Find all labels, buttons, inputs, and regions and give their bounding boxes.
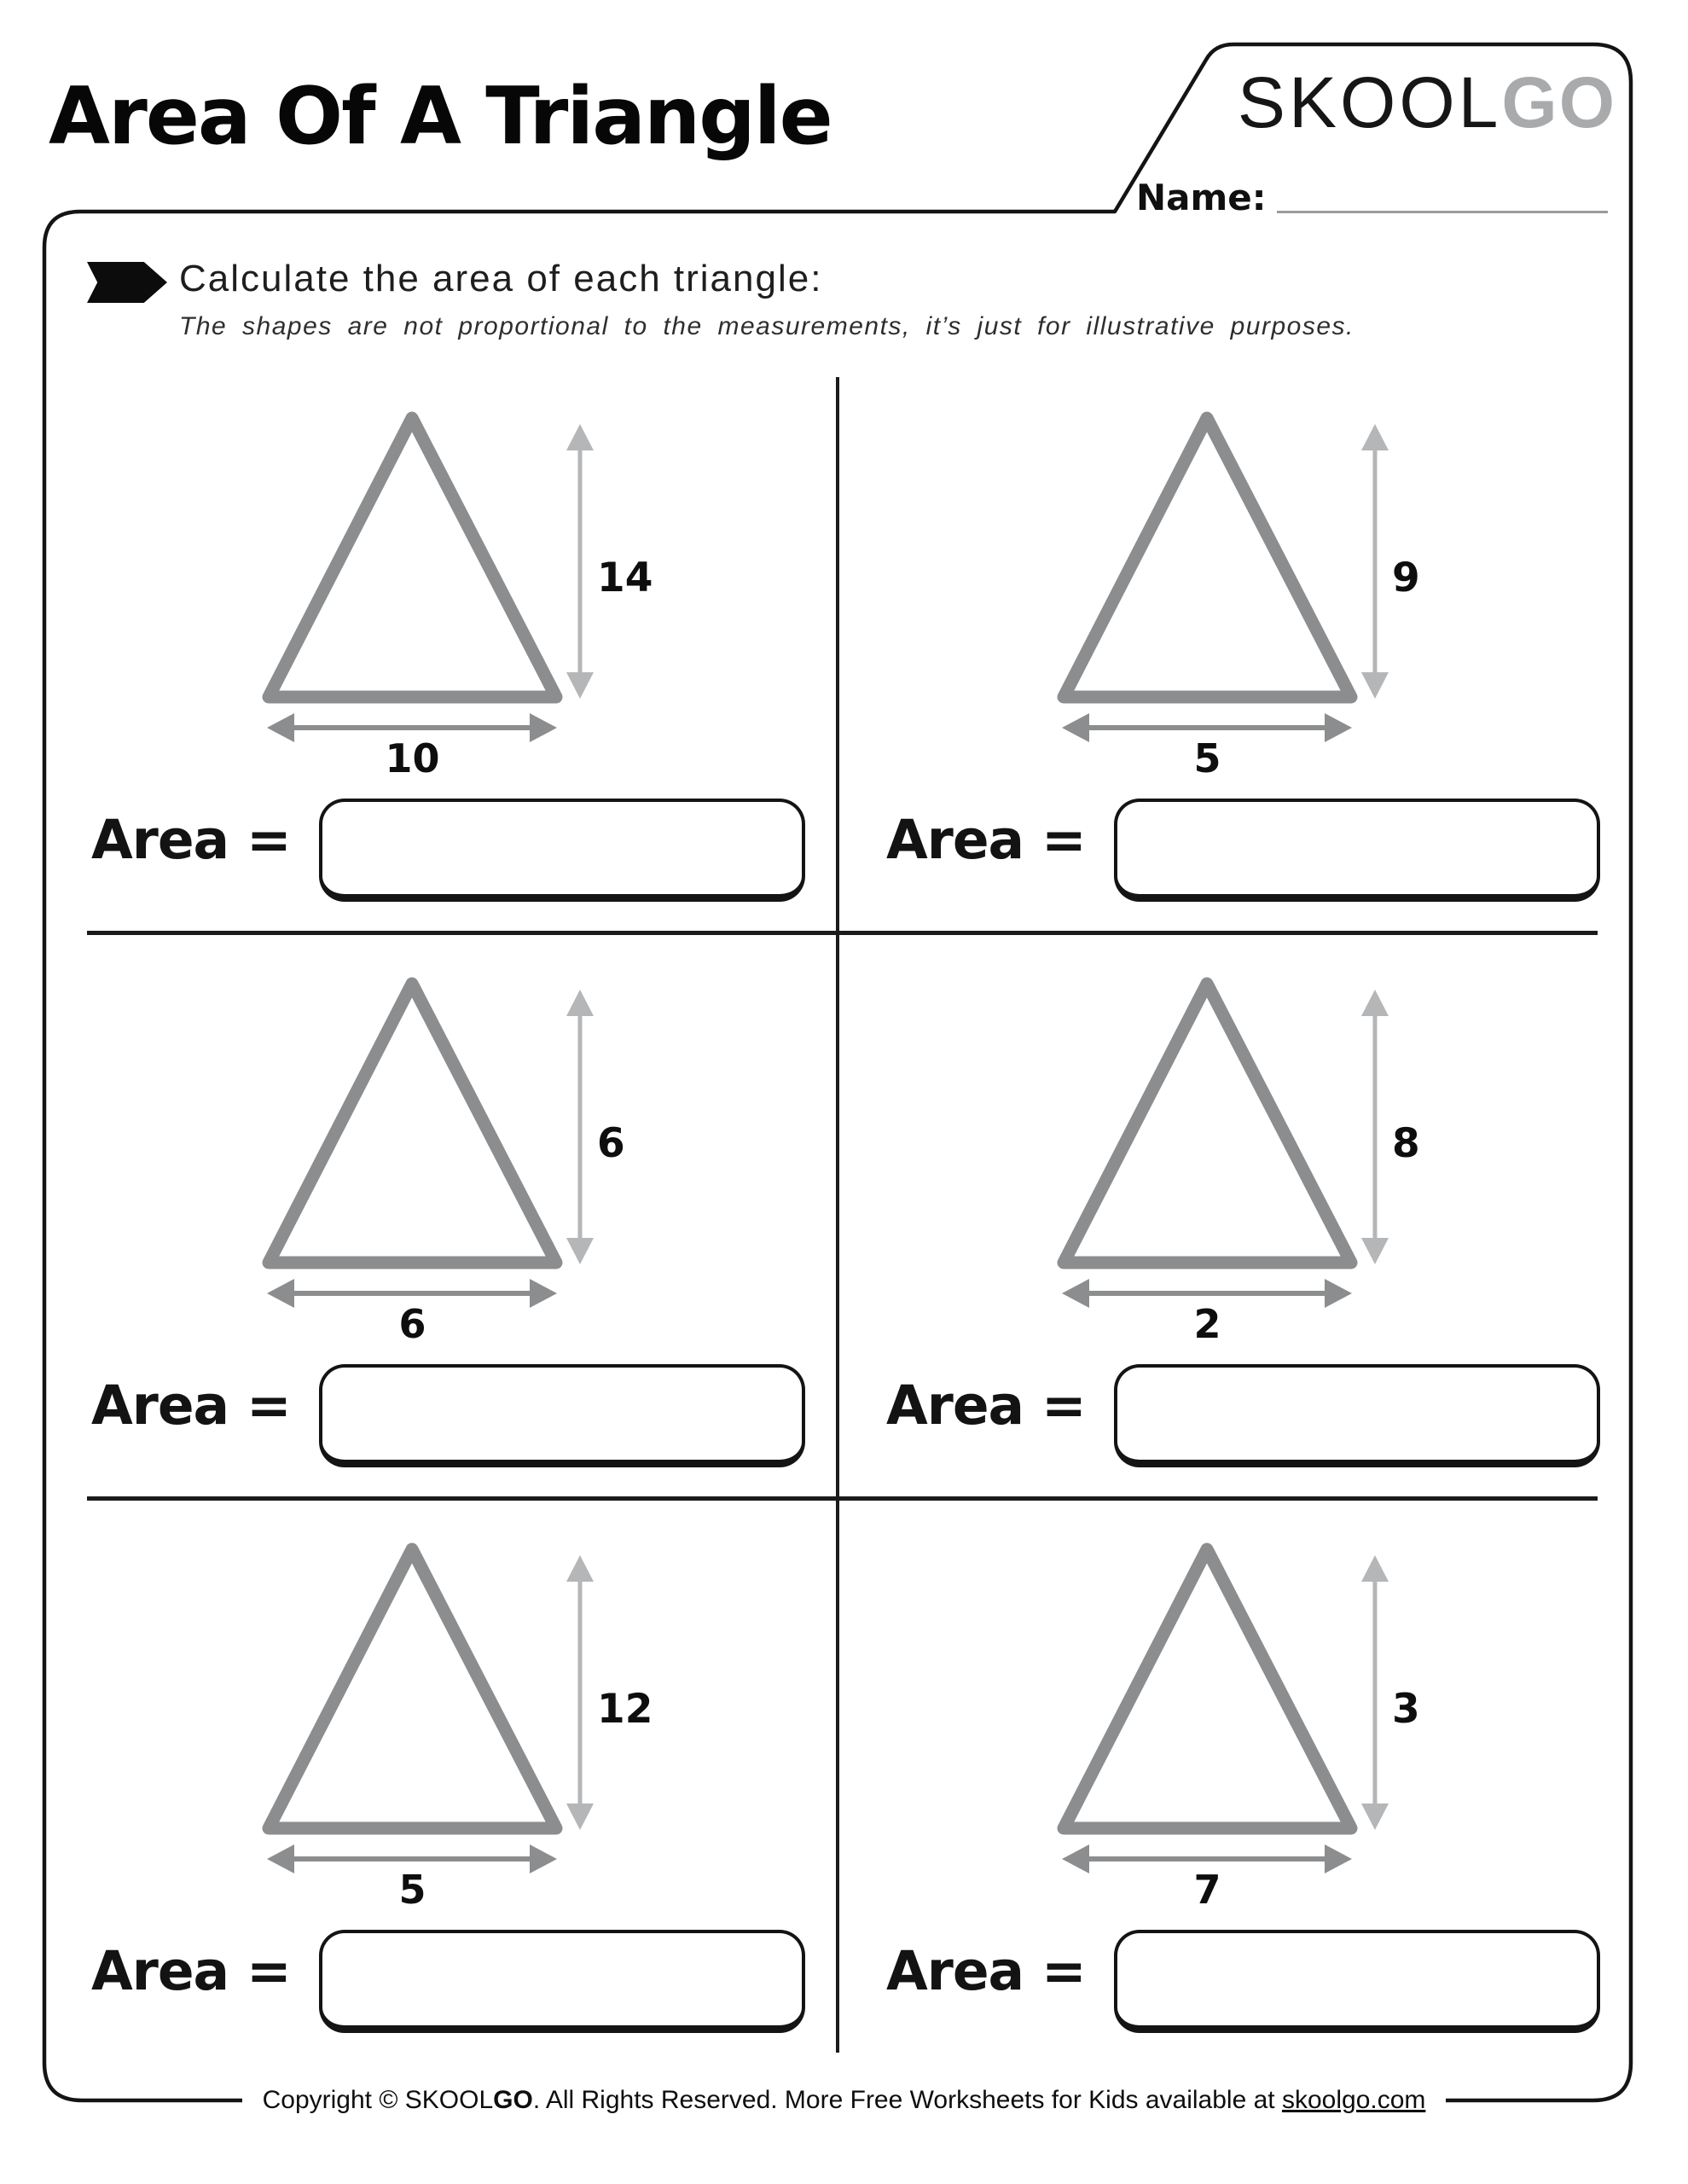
height-arrow-down-icon [1361,672,1389,699]
height-arrow-down-icon [566,672,594,699]
height-value: 6 [597,1120,625,1167]
height-value: 8 [1392,1120,1420,1167]
problem-cell-5 [44,1508,836,2063]
problem-cell-2 [839,377,1631,932]
area-label: Area = [91,1374,291,1437]
height-arrow-up-icon [566,424,594,450]
height-value: 9 [1392,555,1420,601]
footer [0,2078,1688,2123]
triangle-shape [269,984,556,1263]
area-label: Area = [886,1374,1086,1437]
area-answer-box[interactable] [319,1364,805,1467]
footer-link[interactable]: skoolgo.com [1281,2086,1426,2114]
logo-go-text: GO [1501,61,1617,142]
base-value: 2 [1193,1301,1221,1347]
height-value: 3 [1392,1686,1420,1733]
base-value: 7 [1193,1867,1221,1913]
height-arrow-down-icon [566,1238,594,1264]
height-arrow-down-icon [1361,1238,1389,1264]
height-value: 14 [597,555,653,601]
problem-cell-3 [44,943,836,1497]
footer-copyright: Copyright © SKOOL [262,2086,494,2114]
height-arrow-down-icon [1361,1804,1389,1830]
triangle-shape [1064,1549,1351,1828]
footer-text [242,2078,1447,2123]
base-value: 5 [398,1867,426,1913]
footer-rights: . All Rights Reserved. More Free Worksheets for Kids available at [532,2086,1282,2114]
area-answer-box[interactable] [319,799,805,902]
skoolgo-logo [1227,61,1627,142]
triangle-shape [269,1549,556,1828]
base-value: 6 [398,1301,426,1347]
base-value: 5 [1193,735,1221,781]
name-label: Name: [1136,177,1267,218]
base-value: 10 [385,735,440,781]
area-answer-box[interactable] [1114,1930,1600,2033]
area-answer-box[interactable] [1114,799,1600,902]
height-value: 12 [597,1686,653,1733]
area-answer-box[interactable] [1114,1364,1600,1467]
problem-cell-6 [839,1508,1631,2063]
triangle-shape [1064,984,1351,1263]
height-arrow-up-icon [1361,1555,1389,1582]
triangle-shape [1064,418,1351,697]
height-arrow-up-icon [1361,424,1389,450]
instruction-heading: Calculate the area of each triangle: [179,258,823,299]
height-arrow-up-icon [566,990,594,1016]
footer-logo-go: GO [493,2086,533,2114]
instruction-note: The shapes are not proportional to the measurements, it’s just for illustrative purposes. [179,312,1354,340]
area-answer-box[interactable] [319,1930,805,2033]
area-label: Area = [886,809,1086,871]
height-arrow-up-icon [1361,990,1389,1016]
height-arrow-down-icon [566,1804,594,1830]
height-arrow-up-icon [566,1555,594,1582]
area-label: Area = [91,1940,291,2002]
problem-cell-4 [839,943,1631,1497]
area-label: Area = [91,809,291,871]
area-label: Area = [886,1940,1086,2002]
page-title: Area Of A Triangle [49,70,832,162]
name-input-line[interactable] [1277,211,1608,213]
problem-cell-1 [44,377,836,932]
triangle-shape [269,418,556,697]
logo-skool-text: SKOOL [1237,61,1502,142]
